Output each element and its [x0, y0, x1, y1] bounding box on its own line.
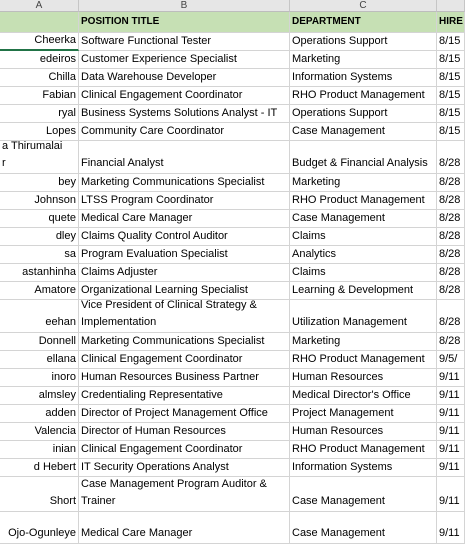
- cell-hire-date[interactable]: 8/28: [437, 264, 465, 282]
- cell-position-title[interactable]: Customer Experience Specialist: [79, 51, 290, 69]
- cell-position-title[interactable]: Program Evaluation Specialist: [79, 246, 290, 264]
- cell-department[interactable]: Budget & Financial Analysis: [290, 141, 437, 174]
- cell-department[interactable]: Information Systems: [290, 69, 437, 87]
- cell-name[interactable]: bey: [0, 174, 79, 192]
- cell-hire-date[interactable]: 8/28: [437, 192, 465, 210]
- cell-position-title[interactable]: IT Security Operations Analyst: [79, 459, 290, 477]
- cell-department[interactable]: Utilization Management: [290, 300, 437, 333]
- cell-name[interactable]: Johnson: [0, 192, 79, 210]
- cell-department[interactable]: RHO Product Management: [290, 87, 437, 105]
- cell-name[interactable]: quete: [0, 210, 79, 228]
- cell-name[interactable]: Fabian: [0, 87, 79, 105]
- cell-department[interactable]: Case Management: [290, 477, 437, 512]
- cell-name[interactable]: Lopes: [0, 123, 79, 141]
- cell-department[interactable]: Human Resources: [290, 423, 437, 441]
- cell-hire-date[interactable]: 8/28: [437, 282, 465, 300]
- cell-department[interactable]: Claims: [290, 228, 437, 246]
- cell-department[interactable]: Marketing: [290, 174, 437, 192]
- cell-position-title[interactable]: Director of Human Resources: [79, 423, 290, 441]
- cell-hire-date[interactable]: 9/11: [437, 405, 465, 423]
- cell-name[interactable]: Short: [0, 477, 79, 512]
- cell-name[interactable]: Donnell: [0, 333, 79, 351]
- cell-position-title[interactable]: Case Management Program Auditor & Trainer: [79, 477, 290, 512]
- cell-name[interactable]: adden: [0, 405, 79, 423]
- cell-department[interactable]: Operations Support: [290, 33, 437, 51]
- cell-hire-date[interactable]: 9/11: [437, 459, 465, 477]
- cell-name[interactable]: edeiros: [0, 51, 79, 69]
- cell-hire-date[interactable]: 9/5/: [437, 351, 465, 369]
- cell-position-title[interactable]: Director of Project Management Office: [79, 405, 290, 423]
- cell-name[interactable]: ellana: [0, 351, 79, 369]
- cell-position-title[interactable]: Vice President of Clinical Strategy & Implementation: [79, 300, 290, 333]
- cell-department[interactable]: Claims: [290, 264, 437, 282]
- cell-position-title[interactable]: Medical Care Manager: [79, 210, 290, 228]
- header-cell-position-title[interactable]: POSITION TITLE: [79, 12, 290, 33]
- cell-department[interactable]: Marketing: [290, 51, 437, 69]
- cell-department[interactable]: Case Management: [290, 123, 437, 141]
- cell-department[interactable]: Case Management: [290, 210, 437, 228]
- cell-hire-date[interactable]: 9/11: [437, 387, 465, 405]
- cell-department[interactable]: Analytics: [290, 246, 437, 264]
- cell-position-title[interactable]: Financial Analyst: [79, 141, 290, 174]
- cell-department[interactable]: RHO Product Management: [290, 441, 437, 459]
- cell-name[interactable]: Valencia: [0, 423, 79, 441]
- cell-name[interactable]: inoro: [0, 369, 79, 387]
- cell-department[interactable]: RHO Product Management: [290, 351, 437, 369]
- cell-department[interactable]: Operations Support: [290, 105, 437, 123]
- cell-position-title[interactable]: Business Systems Solutions Analyst - IT: [79, 105, 290, 123]
- header-cell-department[interactable]: DEPARTMENT: [290, 12, 437, 33]
- cell-position-title[interactable]: Data Warehouse Developer: [79, 69, 290, 87]
- cell-department[interactable]: Information Systems: [290, 459, 437, 477]
- cell-name[interactable]: ryal: [0, 105, 79, 123]
- header-cell-hire-date[interactable]: HIRE: [437, 12, 465, 33]
- cell-name[interactable]: eehan: [0, 300, 79, 333]
- column-letter-d[interactable]: [437, 0, 465, 12]
- cell-hire-date[interactable]: 9/11: [437, 477, 465, 512]
- cell-hire-date[interactable]: 8/15: [437, 33, 465, 51]
- cell-name[interactable]: Ojo-Ogunleye: [0, 512, 79, 544]
- cell-department[interactable]: Learning & Development: [290, 282, 437, 300]
- cell-hire-date[interactable]: 8/15: [437, 87, 465, 105]
- cell-position-title[interactable]: Human Resources Business Partner: [79, 369, 290, 387]
- cell-position-title[interactable]: Credentialing Representative: [79, 387, 290, 405]
- cell-hire-date[interactable]: 9/11: [437, 441, 465, 459]
- cell-position-title[interactable]: Clinical Engagement Coordinator: [79, 351, 290, 369]
- cell-department[interactable]: Medical Director's Office: [290, 387, 437, 405]
- cell-hire-date[interactable]: 8/28: [437, 141, 465, 174]
- cell-department[interactable]: Marketing: [290, 333, 437, 351]
- cell-name[interactable]: almsley: [0, 387, 79, 405]
- cell-hire-date[interactable]: 8/28: [437, 300, 465, 333]
- header-cell-name[interactable]: [0, 12, 79, 33]
- cell-position-title[interactable]: Claims Adjuster: [79, 264, 290, 282]
- cell-department[interactable]: Human Resources: [290, 369, 437, 387]
- cell-position-title[interactable]: Clinical Engagement Coordinator: [79, 87, 290, 105]
- cell-position-title[interactable]: Software Functional Tester: [79, 33, 290, 51]
- cell-position-title[interactable]: LTSS Program Coordinator: [79, 192, 290, 210]
- cell-hire-date[interactable]: 8/28: [437, 210, 465, 228]
- cell-name[interactable]: dley: [0, 228, 79, 246]
- cell-hire-date[interactable]: 9/11: [437, 369, 465, 387]
- cell-name[interactable]: Chilla: [0, 69, 79, 87]
- cell-hire-date[interactable]: 9/11: [437, 423, 465, 441]
- cell-position-title[interactable]: Organizational Learning Specialist: [79, 282, 290, 300]
- cell-hire-date[interactable]: 8/28: [437, 246, 465, 264]
- cell-hire-date[interactable]: 8/15: [437, 51, 465, 69]
- cell-position-title[interactable]: Marketing Communications Specialist: [79, 333, 290, 351]
- cell-name[interactable]: sa: [0, 246, 79, 264]
- cell-position-title[interactable]: Marketing Communications Specialist: [79, 174, 290, 192]
- cell-hire-date[interactable]: 8/28: [437, 333, 465, 351]
- column-letter-c[interactable]: C: [290, 0, 437, 12]
- cell-name[interactable]: a Thirumalai r: [0, 141, 79, 174]
- cell-hire-date[interactable]: 8/15: [437, 69, 465, 87]
- cell-position-title[interactable]: Clinical Engagement Coordinator: [79, 441, 290, 459]
- cell-department[interactable]: RHO Product Management: [290, 192, 437, 210]
- cell-name[interactable]: Amatore: [0, 282, 79, 300]
- cell-position-title[interactable]: Medical Care Manager: [79, 512, 290, 544]
- cell-name[interactable]: d Hebert: [0, 459, 79, 477]
- cell-department[interactable]: Project Management: [290, 405, 437, 423]
- cell-hire-date[interactable]: 9/11: [437, 512, 465, 544]
- column-letter-b[interactable]: B: [79, 0, 290, 12]
- cell-hire-date[interactable]: 8/15: [437, 105, 465, 123]
- column-letter-a[interactable]: A: [0, 0, 79, 12]
- cell-name[interactable]: inian: [0, 441, 79, 459]
- cell-position-title[interactable]: Claims Quality Control Auditor: [79, 228, 290, 246]
- cell-hire-date[interactable]: 8/15: [437, 123, 465, 141]
- cell-hire-date[interactable]: 8/28: [437, 174, 465, 192]
- cell-name[interactable]: Cheerka: [0, 33, 79, 51]
- cell-department[interactable]: Case Management: [290, 512, 437, 544]
- cell-hire-date[interactable]: 8/28: [437, 228, 465, 246]
- cell-position-title[interactable]: Community Care Coordinator: [79, 123, 290, 141]
- cell-name[interactable]: astanhinha: [0, 264, 79, 282]
